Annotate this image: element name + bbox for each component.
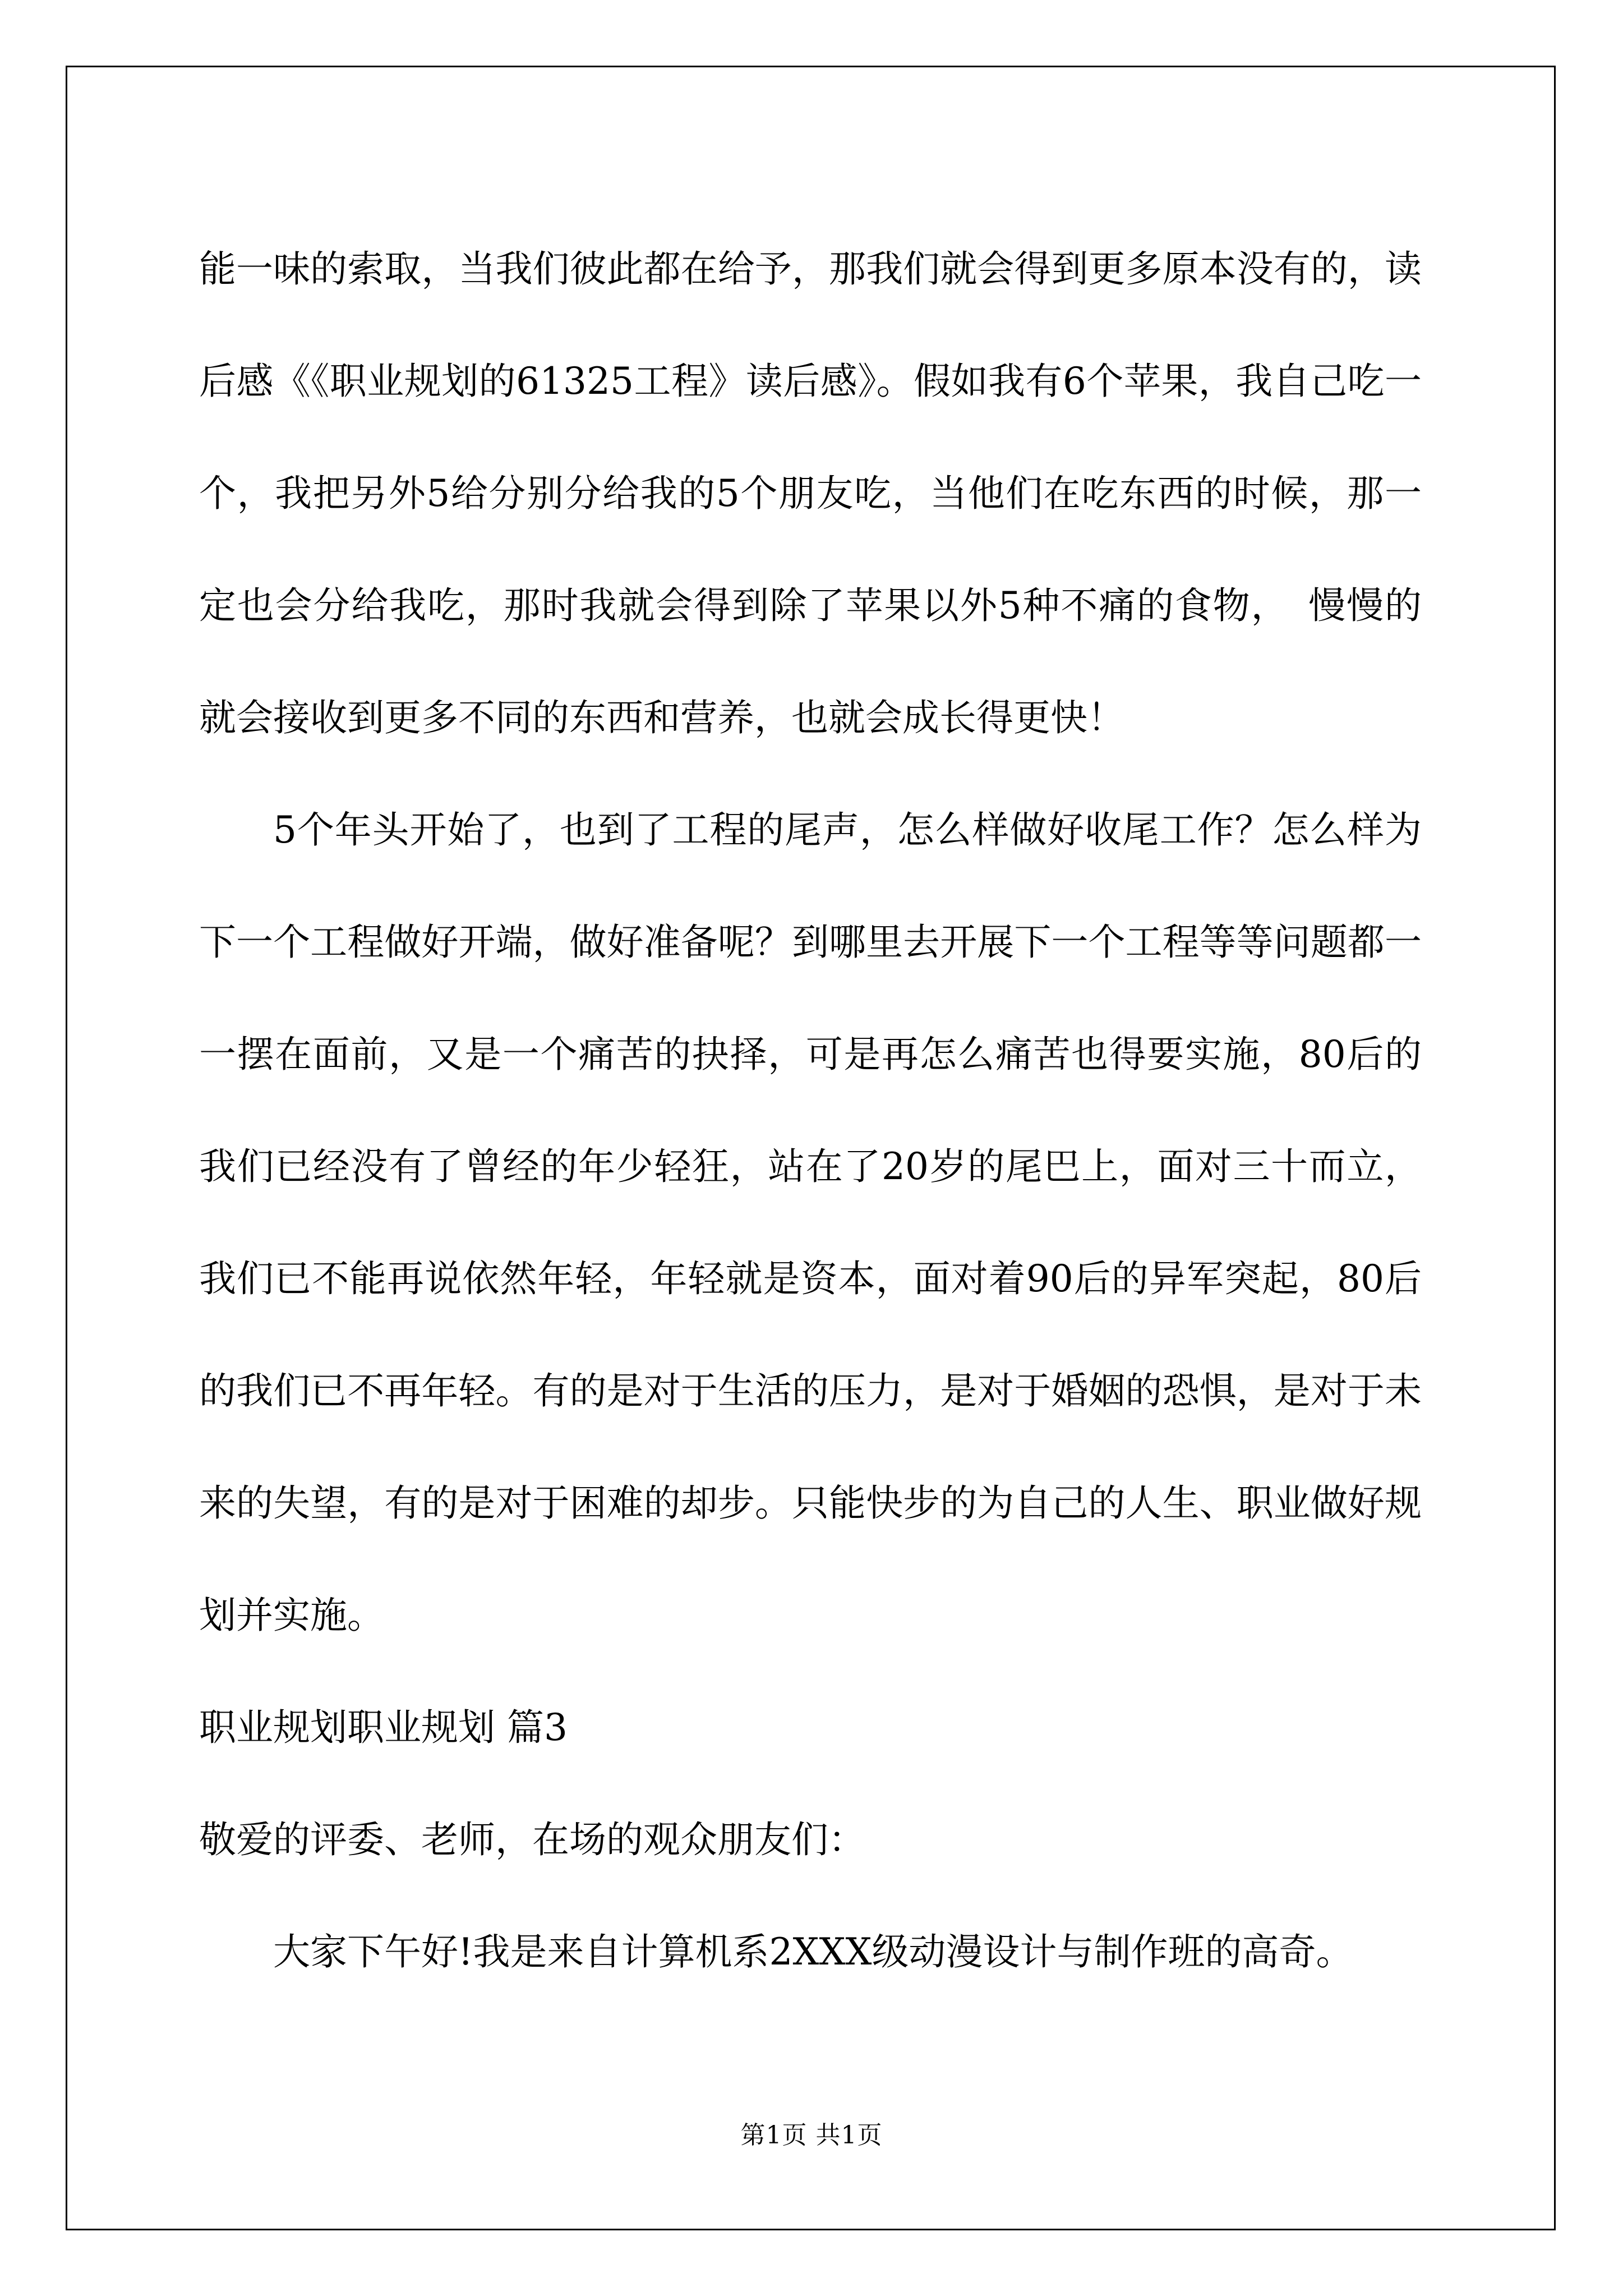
page-footer: 第1页 共1页 xyxy=(740,2121,883,2150)
paragraph-1: 能一味的索取，当我们彼此都在给予，那我们就会得到更多原本没有的，读后感《《职业规划的61325工程》读后感》。假如我有6个苹果，我自己吃一个，我把另外5给分别分给我的5个朋友吃，当他们在吃东西的时候，那一定也会分给我吃，那时我就会得到除了苹果以外5种不痛的食物， 慢慢的就会接收到更多不同的东西和营养，也就会成长得更快！ xyxy=(199,247,1422,739)
paragraph-2: 5个年头开始了，也到了工程的尾声，怎么样做好收尾工作？怎么样为下一个工程做好开端，做好准备呢？到哪里去开展下一个工程等等问题都一一摆在面前，又是一个痛苦的抉择，可是再怎么痛苦也得要实施，80后的我们已经没有了曾经的年少轻狂，站在了20岁的尾巴上，面对三十而立，我们已不能再说依然年轻，年轻就是资本，面对着90后的异军突起，80后的我们已不再年轻。有的是对于生活的压力，是对于婚姻的恐惧，是对于未来的失望，有的是对于困难的却步。只能快步的为自己的人生、职业做好规划并实施。 xyxy=(199,808,1422,1637)
paragraph-salutation: 敬爱的评委、老师，在场的观众朋友们： xyxy=(199,1818,865,1861)
document-body xyxy=(199,213,1422,2008)
section-heading: 职业规划职业规划 篇3 xyxy=(199,1706,568,1749)
paragraph-3: 大家下午好!我是来自计算机系2XXX级动漫设计与制作班的高奇。 xyxy=(273,1930,1353,1973)
